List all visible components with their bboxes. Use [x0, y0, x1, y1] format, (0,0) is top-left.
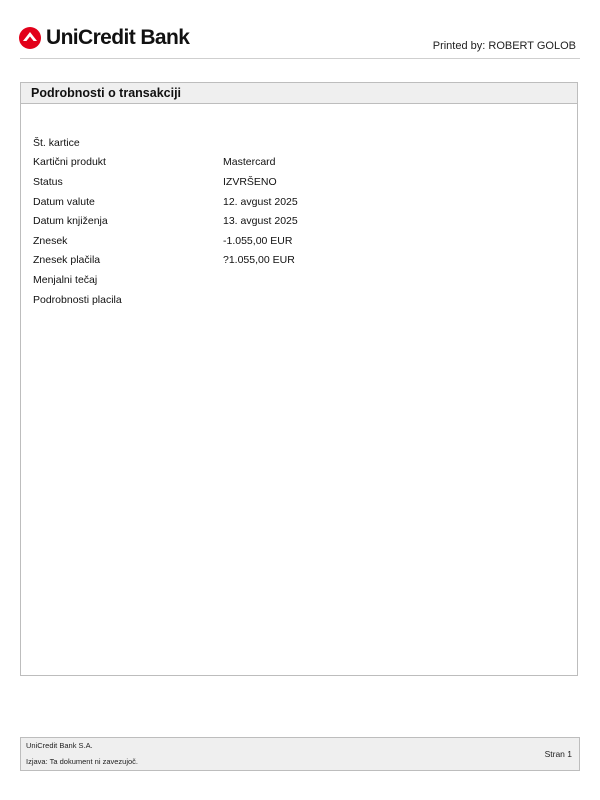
brand-name: UniCredit Bank [46, 26, 190, 49]
detail-row-payment-details [33, 290, 563, 310]
detail-value: Mastercard [223, 156, 276, 169]
detail-label: Podrobnosti placila [33, 293, 122, 306]
detail-row-amount [33, 231, 563, 251]
page-header [0, 0, 600, 60]
detail-label: Menjalni tečaj [33, 273, 98, 286]
header-divider [20, 58, 580, 59]
detail-label: Znesek [33, 234, 68, 247]
detail-value: ?1.055,00 EUR [223, 254, 295, 267]
footer-company: UniCredit Bank S.A. [26, 741, 93, 750]
detail-row-booking-date [33, 211, 563, 231]
transaction-details-panel [20, 82, 578, 676]
detail-row-exchange-rate [33, 270, 563, 290]
printed-by: Printed by: ROBERT GOLOB [432, 40, 576, 52]
detail-label: Znesek plačila [33, 254, 101, 267]
detail-label: Št. kartice [33, 136, 80, 149]
details-list [33, 133, 563, 309]
detail-label: Datum valute [33, 195, 95, 208]
detail-row-card-number [33, 133, 563, 153]
detail-value: -1.055,00 EUR [223, 234, 293, 247]
detail-row-value-date [33, 192, 563, 212]
detail-value: IZVRŠENO [223, 175, 277, 188]
detail-row-status [33, 172, 563, 192]
unicredit-logo [18, 26, 189, 50]
page-footer [20, 737, 580, 771]
detail-label: Status [33, 175, 63, 188]
page-number: Stran 1 [544, 749, 572, 759]
unicredit-logo-icon [18, 26, 42, 50]
detail-value: 12. avgust 2025 [223, 195, 298, 208]
detail-row-card-product [33, 153, 563, 173]
detail-value: 13. avgust 2025 [223, 215, 298, 228]
detail-label: Kartični produkt [33, 156, 106, 169]
footer-disclaimer: Izjava: Ta dokument ni zavezujoč. [26, 757, 139, 766]
detail-label: Datum knjiženja [33, 215, 108, 228]
detail-row-payment-amount [33, 251, 563, 271]
panel-title: Podrobnosti o transakciji [21, 83, 577, 104]
